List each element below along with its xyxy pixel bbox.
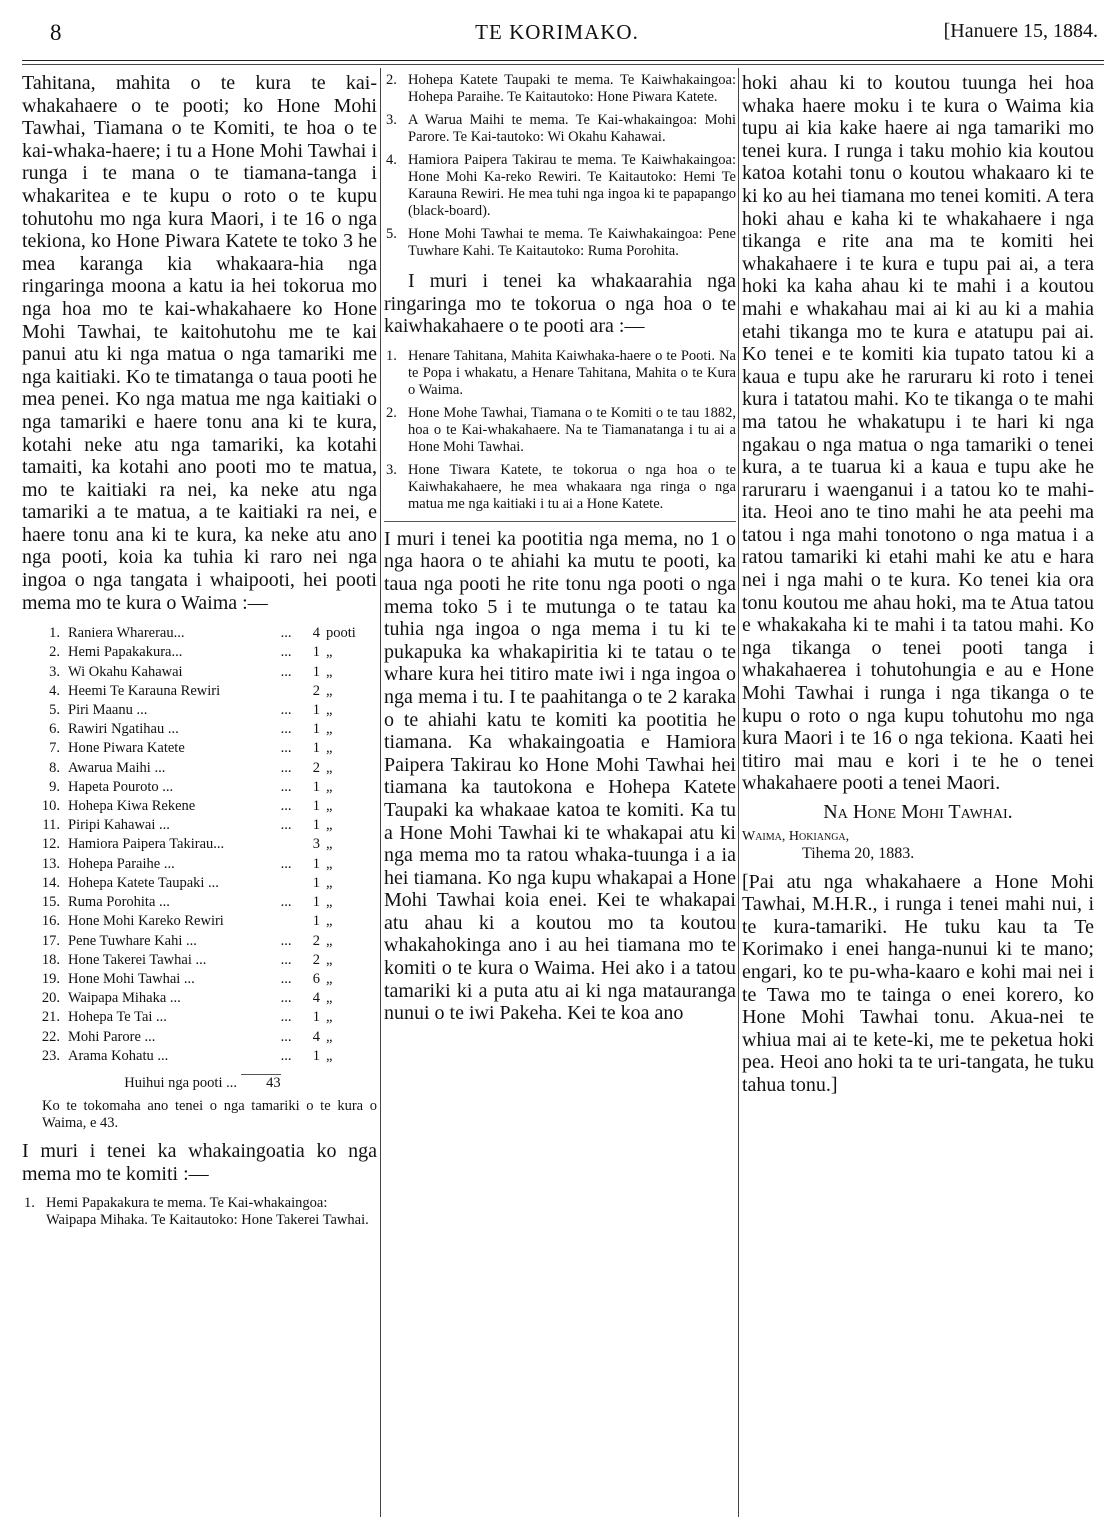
- vote-unit: „: [326, 990, 333, 1007]
- vote-dots: ...: [280, 970, 292, 987]
- table-row: [30, 759, 376, 778]
- vote-dots: ...: [280, 663, 292, 680]
- list-text: A Warua Maihi te mema. Te Kai-whakaingoa: Mohi Parore. Te Kai-tautoko: Wi Okahu Kahawai.: [408, 112, 736, 145]
- column-3: [742, 72, 1094, 1097]
- list-number: 4.: [386, 152, 397, 168]
- table-row: [30, 855, 376, 874]
- vote-no: 4.: [49, 682, 60, 699]
- table-row: [30, 682, 376, 701]
- vote-no: 12.: [41, 836, 60, 853]
- list-text: Hone Tiwara Katete, te tokorua o nga hoa o te Kaiwhakahaere, he mea whakaara nga ringa o nga matua me nga kaitiaki i tu ai a Hone Katete.: [408, 461, 736, 512]
- vote-unit: „: [326, 913, 333, 930]
- newspaper-title: TE KORIMAKO.: [475, 20, 639, 44]
- vote-no: 11.: [42, 817, 60, 834]
- vote-dots: [268, 874, 304, 893]
- vote-unit: „: [326, 740, 333, 757]
- vote-name: Heemi Te Karauna Rewiri: [68, 682, 221, 699]
- student-count-note: Ko te tokomaha ano tenei o nga tamariki o te kura o Waima, e 43.: [42, 1097, 377, 1131]
- vote-count: 1: [312, 894, 320, 911]
- vote-count: 1: [312, 663, 320, 680]
- table-row: [30, 663, 376, 682]
- column-divider: [738, 68, 739, 1517]
- vote-unit: „: [326, 836, 333, 853]
- vote-no: 21.: [41, 1009, 60, 1026]
- officers-list: [384, 348, 736, 513]
- vote-dots: ...: [280, 798, 292, 815]
- vote-dots: ...: [280, 817, 292, 834]
- list-item: [384, 405, 736, 456]
- list-item: [384, 462, 736, 513]
- election-narrative: I muri i tenei ka pootitia nga mema, no 1 o nga haora o te ahiahi ka mutu te pooti, ka taua nga pooti he rite tonu nga pooti o nga mema toko 5 i te mutunga o te tatau ka tuhia nga ingoa o nga mema i tu ki te pukapuka ka whakapiritia ki te tatau o te whare kura hei titiro mate iwi i nga ingoa o nga mema i tu. I te paahitanga o te 2 karaka o te ahiahi katu te komiti ka pootitia he tiamana. Ka whakaingoatia e Hamiora Paipera Takirau ko Hone Mohi Tawhai hei tiamana ka tautokona e Hohepa Katete Taupaki ka whakaae katoa te komiti. Ka tu a Hone Mohi Tawhai ki te whakapai atu ki nga mema mo ta ratou whaka-tuunga i a ia hei tiamana. Ko nga kupu whakapai a Hone Mohi Tawhai koia enei. Kei te whakapai atu ahau ki a koutou mo ta koutou whakahokinga ano i au hei tiamana mo te komiti o te kura o Waima. Hei ako i a tatou tamariki ki a puta atu ai ki nga matauranga nunui o te iwi Pakeha. Kei te koa ano: [384, 527, 736, 1025]
- list-number: 2.: [386, 404, 397, 421]
- total-label: Huihui nga pooti ...: [124, 1074, 237, 1091]
- page-header: [0, 0, 1114, 60]
- officers-intro: I muri i tenei ka whakaarahia nga ringaringa mo te tokorua o nga hoa o te kaiwhakahaere o te pooti ara :—: [384, 270, 736, 338]
- table-row: [30, 643, 376, 662]
- vote-no: 7.: [49, 740, 60, 757]
- vote-count: 1: [312, 1047, 320, 1064]
- vote-count: 2: [312, 759, 320, 776]
- committee-list-continued: [384, 72, 736, 260]
- total-value: 43: [241, 1074, 281, 1092]
- list-item: 1. Hemi Papakakura te mema. Te Kai-whakaingoa: Waipapa Mihaka. Te Kaitautoko: Hone Takerei Tawhai.: [24, 1195, 369, 1229]
- vote-no: 17.: [41, 932, 60, 949]
- column-1: [22, 72, 377, 1235]
- vote-count: 4: [312, 990, 320, 1007]
- vote-no: 2.: [49, 644, 60, 661]
- table-row: [30, 951, 376, 970]
- list-text: Henare Tahitana, Mahita Kaiwhaka-haere o te Pooti. Na te Popa i whakatu, a Henare Tahitana, Mahita o te Kura o Waima.: [408, 347, 736, 398]
- table-row: [30, 701, 376, 720]
- list-text: Hohepa Katete Taupaki te mema. Te Kaiwhakaingoa: Hohepa Paraihe. Te Kaitautoko: Hone Piwara Katete.: [408, 72, 736, 105]
- vote-count: 1: [312, 913, 320, 930]
- vote-name: Mohi Parore ...: [68, 1028, 156, 1045]
- vote-name: Ruma Porohita ...: [68, 894, 170, 911]
- vote-dots: ...: [280, 932, 292, 949]
- vote-name: Waipapa Mihaka ...: [68, 990, 181, 1007]
- vote-name: Pene Tuwhare Kahi ...: [68, 932, 197, 949]
- dateline-date: Tihema 20, 1883.: [802, 844, 915, 862]
- vote-count: 4: [312, 1028, 320, 1045]
- vote-dots: ...: [280, 951, 292, 968]
- header-rule: [22, 60, 1104, 61]
- list-text: Hone Mohi Tawhai te mema. Te Kaiwhakaingoa: Pene Tuwhare Kahi. Te Kaitautoko: Ruma Porohita.: [408, 226, 736, 259]
- vote-dots: ...: [280, 894, 292, 911]
- vote-name: Piri Maanu ...: [68, 702, 148, 719]
- list-item: [384, 112, 736, 146]
- vote-name: Awarua Maihi ...: [68, 759, 166, 776]
- vote-name: Hone Mohi Tawhai ...: [68, 970, 195, 987]
- vote-count: 1: [312, 855, 320, 872]
- vote-name: Hohepa Kiwa Rekene: [68, 798, 196, 815]
- vote-no: 13.: [41, 855, 60, 872]
- vote-no: 6.: [49, 721, 60, 738]
- table-row: [30, 816, 376, 835]
- vote-unit: „: [326, 798, 333, 815]
- vote-dots: ...: [280, 644, 292, 661]
- vote-no: 14.: [41, 874, 60, 891]
- vote-dots: [268, 912, 304, 931]
- vote-count: 1: [312, 721, 320, 738]
- vote-total: [22, 1074, 377, 1092]
- table-row: [30, 778, 376, 797]
- vote-count: 1: [312, 644, 320, 661]
- list-number: 2.: [386, 72, 397, 88]
- vote-unit: „: [326, 817, 333, 834]
- list-number: 5.: [386, 226, 397, 242]
- vote-name: Hone Piwara Katete: [68, 740, 185, 757]
- vote-dots: [268, 682, 304, 701]
- vote-count: 2: [312, 951, 320, 968]
- vote-name: Arama Kohatu ...: [68, 1047, 169, 1064]
- list-item: [384, 226, 736, 260]
- list-text: Hone Mohe Tawhai, Tiamana o te Komiti o te tau 1882, hoa o te Kai-whakahaere. Na te Tiamanatanga i tu ai a Hone Mohi Tawhai.: [408, 404, 736, 455]
- vote-name: Raniera Wharerau...: [68, 625, 185, 642]
- vote-name: Wi Okahu Kahawai: [68, 663, 183, 680]
- table-row: [30, 1008, 376, 1027]
- vote-no: 18.: [41, 951, 60, 968]
- vote-unit: „: [326, 663, 333, 680]
- table-row: [30, 1028, 376, 1047]
- vote-no: 16.: [41, 913, 60, 930]
- vote-name: Piripi Kahawai ...: [68, 817, 170, 834]
- table-row: [30, 874, 376, 893]
- vote-count: 1: [312, 702, 320, 719]
- vote-name: Hone Takerei Tawhai ...: [68, 951, 207, 968]
- vote-unit: „: [326, 1028, 333, 1045]
- vote-count: 2: [312, 932, 320, 949]
- list-item: [384, 72, 736, 106]
- table-row: [30, 932, 376, 951]
- vote-name: Hamiora Paipera Takirau...: [68, 836, 225, 853]
- signature: Na Hone Mohi Tawhai.: [823, 801, 1013, 823]
- vote-no: 8.: [49, 759, 60, 776]
- vote-unit: „: [326, 759, 333, 776]
- list-number: 3.: [386, 112, 397, 128]
- vote-count: 1: [312, 817, 320, 834]
- header-rule-thin: [22, 64, 1104, 65]
- chairman-speech: hoki ahau ki to koutou tuunga hei hoa whaka haere moku i te kura o Waima kia tupu ai kia kake haere ai nga tamariki mo tenei kura. I runga i taku mohio kia koutou katoa kotahi tonu o koutou whakaaro ki te ki ko au hei tiamana mo tenei komiti. A tera hoki ahau e kaha ki te whakahaere i nga tikanga e rite ana ma te komiti hei whakahaere i te kura e tupu pai ai, a tera hoki ka kaha ahau ki te mahi i a koutou mahi e whakahau mai ai ki au ki a mahia etahi tikanga mo te kura e atatupu pai ai. Ko tenei e te komiti kia tupato tatou ki a kaua e tupu ake he raruraru ki roto i tenei kura i tatatou mahi. Ko te tikanga o te mahi ma tatou he whakatupu i te hari ki nga ngakau o nga matua o nga tamariki o tenei kura, a te tuarua ki a kaua e tupu ake he raruraru i waenganui i a tatou ko te mahi-ita. Heoi ano te tino mahi he ata peehi ma tatou i nga mahi tonotono o nga matua i a ratou tamariki ki etahi mahi ke atu e hara nei i nga mahi o te kura. Ko tenei kia ora tonu koutou me ahau hoki, ma te Atua tatou e whakakaha ki te mahi i ta tatou mahi. Ko nga tikanga o tenei pooti tanga i whakahaerea i tohutohungia e au e Hone Mohi Tawhai i runga i nga tikanga o te kupu o roto o nga kupu tohutohu mo nga kura Maori i te 16 o nga tekiona. Kaati hei titiro mai mau e kori i te he o tenei whakahaere pooti a tenei Maori.: [742, 72, 1094, 795]
- vote-name: Hohepa Katete Taupaki ...: [68, 874, 219, 891]
- committee-intro: I muri i tenei ka whakaingoatia ko nga mema mo te komiti :—: [22, 1139, 377, 1185]
- vote-no: 20.: [41, 990, 60, 1007]
- vote-no: 5.: [49, 702, 60, 719]
- vote-unit: „: [326, 721, 333, 738]
- table-row: [30, 835, 376, 854]
- vote-count: 1: [312, 740, 320, 757]
- vote-name: Hapeta Pouroto ...: [68, 778, 174, 795]
- editor-note: [Pai atu nga whakahaere a Hone Mohi Tawhai, M.H.R., i runga i tenei mahi nui, i te kura-tamariki. He tuku kau ta Te Korimako i enei hanga-nunui ki te mano; engari, ko te pu-wha-kaaro e kohi mai nei i te Tawa mo te tainga o enei korero, ko Hone Mohi Tawhai tonu. Akua-nei te whiua mai ai te kete-ki, me te peketua hoki pea. Heoi ano hoki ta te uri-tangata, he tuku tahua tonu.]: [742, 870, 1094, 1096]
- vote-unit: „: [326, 1047, 333, 1064]
- vote-count: 4: [312, 625, 320, 642]
- table-row: [30, 739, 376, 758]
- vote-name: Hohepa Te Tai ...: [68, 1009, 167, 1026]
- table-row: [30, 624, 376, 643]
- column-divider: [380, 68, 381, 1517]
- vote-unit: „: [326, 778, 333, 795]
- list-item: [384, 348, 736, 399]
- vote-unit: „: [326, 682, 333, 699]
- vote-unit: „: [326, 855, 333, 872]
- vote-unit: „: [326, 644, 333, 661]
- vote-no: 9.: [49, 778, 60, 795]
- list-text: Hamiora Paipera Takirau te mema. Te Kaiwhakaingoa: Hone Mohi Ka-reko Rewiri. Te Kaitautoko: Hemi Te Karauna Rewiri. He mea tuhi nga ingoa ki te papapango (black-board).: [408, 152, 736, 219]
- vote-name: Hemi Papakakura...: [68, 644, 183, 661]
- vote-name: Hone Mohi Kareko Rewiri: [68, 913, 224, 930]
- vote-count: 2: [312, 682, 320, 699]
- vote-unit: pooti: [326, 625, 356, 642]
- vote-count: 6: [312, 970, 320, 987]
- vote-no: 15.: [41, 894, 60, 911]
- section-rule: [384, 521, 736, 522]
- vote-no: 1.: [49, 625, 60, 642]
- committee-list-start: [22, 1195, 377, 1229]
- vote-unit: „: [326, 951, 333, 968]
- vote-dots: ...: [280, 855, 292, 872]
- table-row: [30, 912, 376, 931]
- vote-dots: [268, 835, 304, 854]
- vote-count: 1: [312, 1009, 320, 1026]
- vote-count: 3: [312, 836, 320, 853]
- vote-no: 19.: [41, 970, 60, 987]
- vote-dots: ...: [280, 702, 292, 719]
- list-number: 3.: [386, 461, 397, 478]
- list-number: 1.: [386, 347, 397, 364]
- vote-count: 1: [312, 798, 320, 815]
- vote-dots: ...: [280, 740, 292, 757]
- vote-unit: „: [326, 702, 333, 719]
- issue-date: [Hanuere 15, 1884.: [943, 20, 1098, 42]
- vote-dots: ...: [280, 625, 292, 642]
- vote-no: 22.: [41, 1028, 60, 1045]
- vote-count: 1: [312, 778, 320, 795]
- vote-unit: „: [326, 970, 333, 987]
- vote-no: 23.: [41, 1047, 60, 1064]
- vote-dots: ...: [280, 759, 292, 776]
- vote-name: Rawiri Ngatihau ...: [68, 721, 179, 738]
- vote-count: 1: [312, 874, 320, 891]
- table-row: [30, 970, 376, 989]
- column-2: [384, 72, 736, 1025]
- vote-unit: „: [326, 932, 333, 949]
- vote-name: Hohepa Paraihe ...: [68, 855, 175, 872]
- vote-unit: „: [326, 894, 333, 911]
- table-row: [30, 1047, 376, 1066]
- vote-dots: ...: [280, 1009, 292, 1026]
- vote-no: 3.: [49, 663, 60, 680]
- vote-dots: ...: [280, 721, 292, 738]
- table-row: [30, 797, 376, 816]
- list-item: [384, 152, 736, 220]
- dateline-place: Waima, Hokianga,: [742, 828, 850, 844]
- vote-unit: „: [326, 1009, 333, 1026]
- election-intro: Tahitana, mahita o te kura te kai-whakahaere o te pooti; ko Hone Mohi Tawhai, Tiamana o te Komiti, te hoa o te kai-whaka-haere; i tu a Hone Mohi Tawhai i runga i te mana o te tiamana-tanga i whakaritea e te kupu o roto o te kupu tohutohu mo nga kura Maori, i te 16 o nga tekiona, ko Hone Piwara Katete te toko 3 he mea karanga kia whakaara-hia nga ringaringa moona a katu ia hei tokorua mo nga hoa mo te kai-whakahaere ko Hone Mohi Tawhai, te kaitohutohu me te kai panui atu ki nga matua o nga tamariki me nga kaitiaki. Ko te timatanga o taua pooti he mea penei. Ko nga matua me nga kaitiaki o nga tamariki e haere tonu ana ki te kura, kotahi neke atu nga tamariki, ka kotahi tamaiti, ka kotahi ano pooti mo te matua, mo te kaitiaki ra nei, ka neke atu nga tamariki a te matua, a te kaitiaki ra nei, e haere tonu ana ki te kura, ka neke atu ano nga pooti, koia ka tuhia ki raro nei nga ingoa o nga tangata i whaipooti, hei pooti mema mo te kura o Waima :—: [22, 72, 377, 614]
- vote-dots: ...: [280, 1047, 292, 1064]
- vote-no: 10.: [41, 798, 60, 815]
- vote-unit: „: [326, 874, 333, 891]
- table-row: [30, 893, 376, 912]
- vote-dots: ...: [280, 778, 292, 795]
- vote-dots: ...: [280, 990, 292, 1007]
- vote-dots: ...: [280, 1028, 292, 1045]
- vote-table: [30, 624, 376, 1066]
- page-number: 8: [50, 20, 62, 45]
- table-row: [30, 720, 376, 739]
- table-row: [30, 989, 376, 1008]
